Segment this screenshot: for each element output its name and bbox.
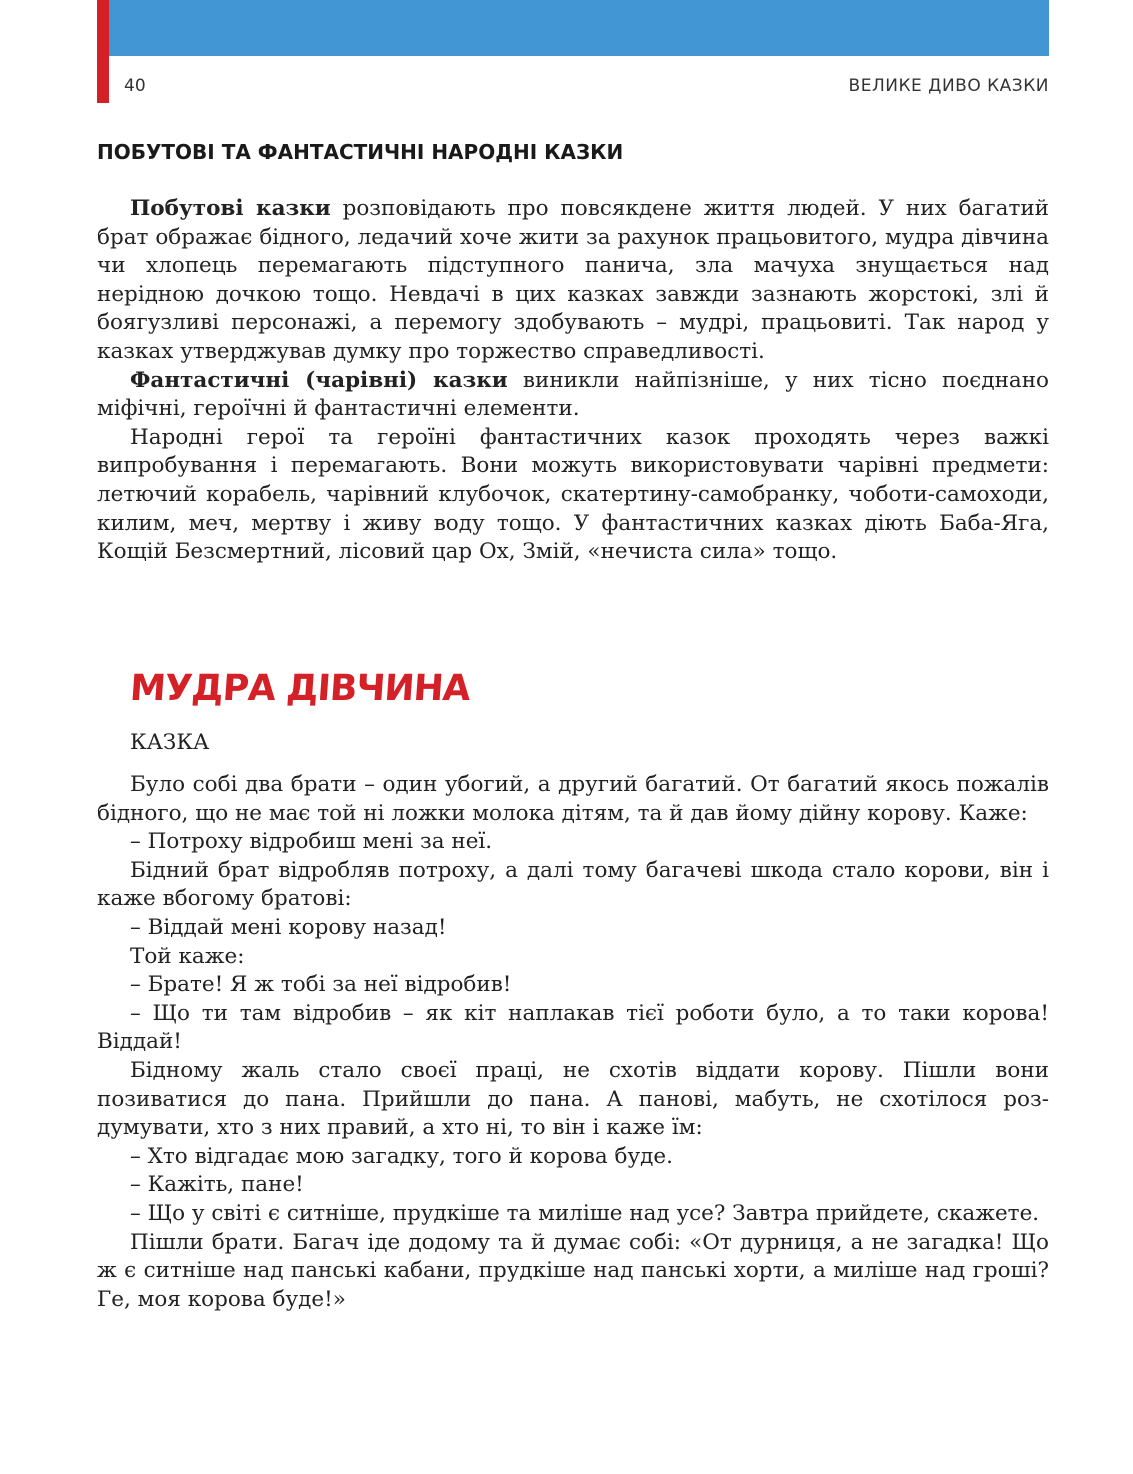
accent-bar [97,0,109,103]
story-paragraph: – Брате! Я ж тобі за неї відробив! [130,972,512,998]
intro-paragraph [97,195,1049,367]
header-band [98,0,1049,56]
intro-paragraph: Народні герої та героїні фантастичних казок проходять через важкі випробування і перемагають. Вони можуть використовувати чарівні предмети: летючий корабель, чарівний клубочок, скатертину-самобранку, чоботи-самоходи, килим, меч, мертву і живу воду тощо. У фантастичних казках діють Баба-Яга, Кощій Безсмертний, лісовий цар Ох, Змій, «нечиста сила» тощо. [97,424,1049,565]
running-title: ВЕЛИКЕ ДИВО КАЗКИ [848,76,1049,96]
intro-paragraph-text: розповідають про повсякдене життя людей. У них багатий брат ображає бідного, ледачий хоче жити за рахунок працьовитого, мудра дівчина чи хлопець перемагають підступного панича, зла мачуха знущається над нерідною дочкою тощо. Невдачі в цих казках завжди зазнають жорстокі, злі й боягузливі персонажі, а перемогу здобувають – мудрі, працьовиті. Так народ у казках утверджував думку про торжество справедливості. [97,196,1049,364]
intro-paragraph-text: виникли найпізніше, у них тісно поєднано міфічні, героїчні й фантастичні елементи. [97,367,1049,422]
story-paragraph: – Хто відгадає мою загадку, того й корова буде. [130,1143,673,1169]
story-paragraph: – Потроху відробиш мені за неї. [130,829,493,855]
story-paragraph: Було собі два брати – один убогий, а другий багатий. От багатий якось пожалів бідного, що не має той ні ложки молока дітям, та й дав йому дійну корову. Каже: [97,772,1049,826]
intro-text [97,195,1049,567]
term-fantastic-tales: Фантастичні (чарівні) казки [130,367,508,393]
story-paragraph: – Що у світі є ситніше, прудкіше та миліше над усе? Завтра прийдете, скажете. [130,1200,1040,1226]
story-title: МУДРА ДІВЧИНА [128,668,471,709]
page-number: 40 [124,76,146,96]
section-title: ПОБУТОВІ ТА ФАНТАСТИЧНІ НАРОДНІ КАЗКИ [97,140,624,164]
story-paragraph: Бідному жаль стало своєї праці, не схотів віддати корову. Пішли вони позиватися до пана. Прийшли до пана. А панові, мабуть, не схотілося роздумувати, хто з них правий, а хто ні, то він і каже їм: [97,1057,1049,1141]
story-paragraph: – Віддай мені корову назад! [130,914,447,940]
story-paragraph: – Що ти там відробив – як кіт наплакав тієї роботи було, а то таки корова! Віддай! [97,1000,1049,1055]
intro-paragraph [97,367,1049,424]
story-text [97,771,1049,1314]
story-paragraph: Той каже: [130,943,245,969]
genre-label: КАЗКА [130,730,210,755]
story-paragraph: Бідний брат відробляв потроху, а далі тому багачеві шкода стало корови, він і каже вбогому братові: [97,857,1049,912]
story-paragraph: – Кажіть, пане! [130,1172,304,1198]
term-everyday-tales: Побутові казки [130,196,331,221]
story-paragraph: Пішли брати. Багач іде додому та й думає собі: «От дурниця, а не загадка! Що ж є ситніше над панські кабани, прудкіше над панські хорти, а миліше над гроші? Ге, моя корова буде!» [97,1229,1049,1312]
